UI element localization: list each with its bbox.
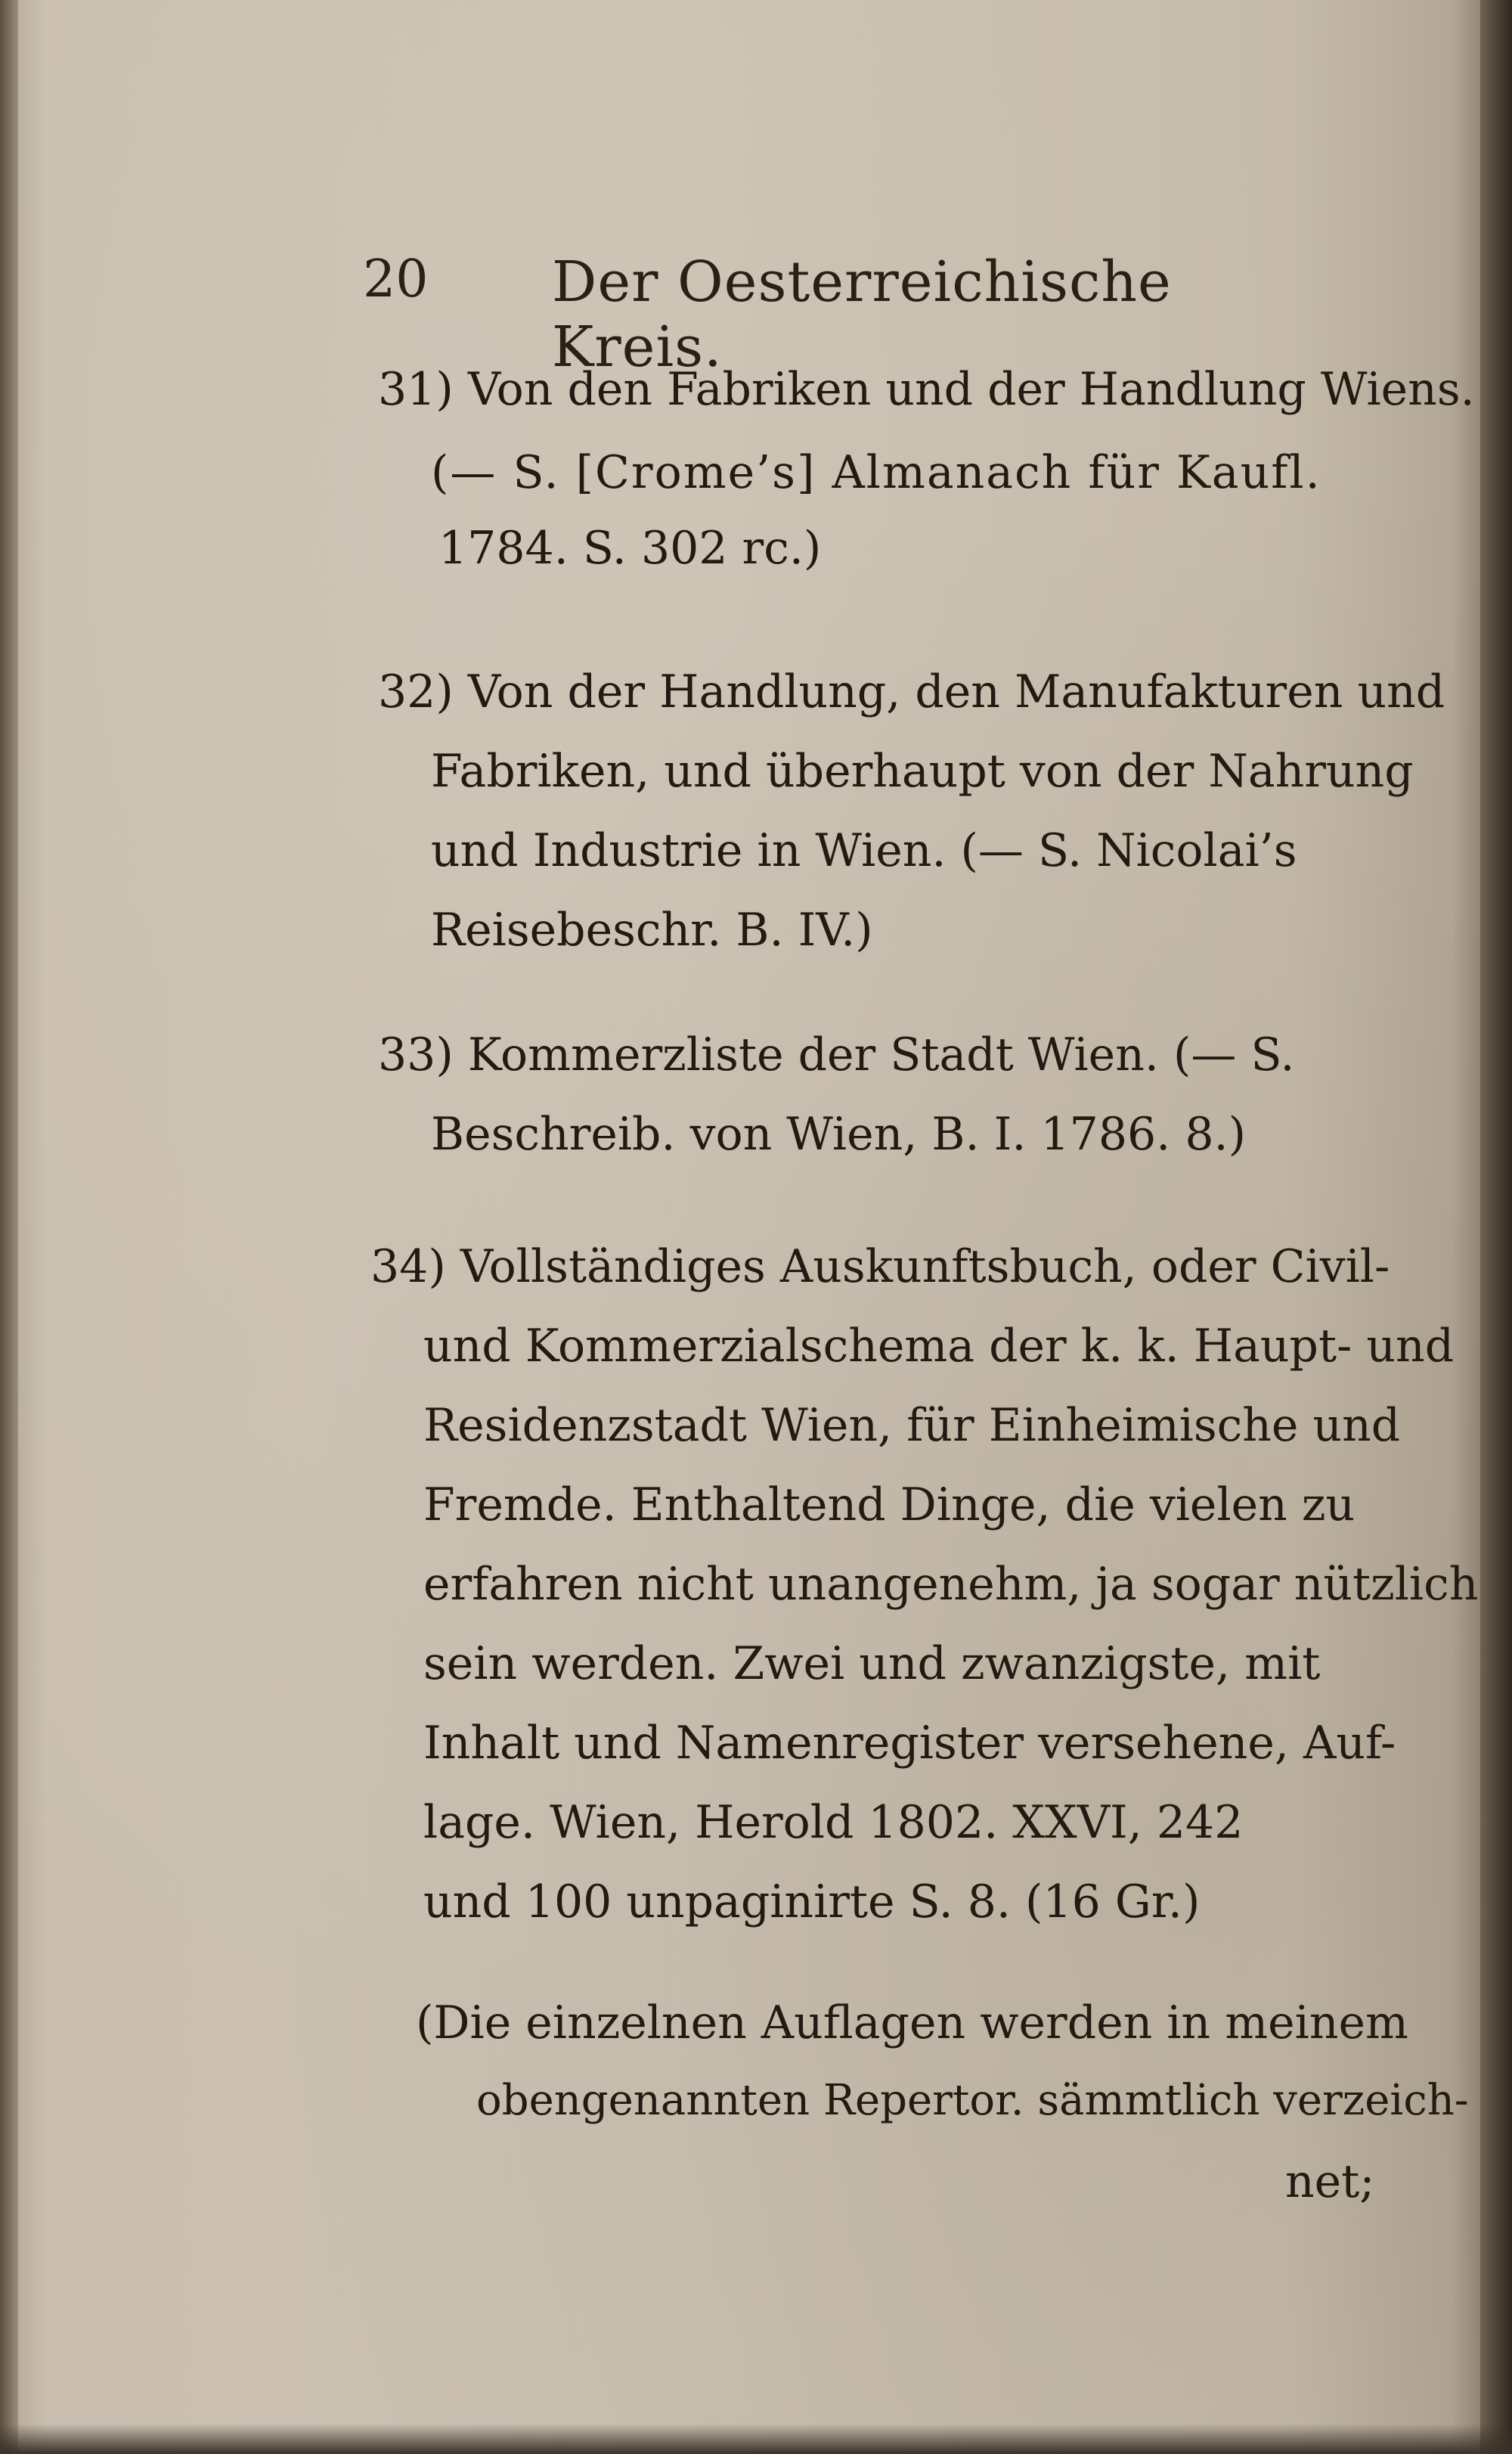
note-line-2: obengenannten Repertor. sämmtlich verzeich- — [476, 2076, 1469, 2125]
entry-32-line-2: Fabriken, und überhaupt von der Nahrung — [431, 745, 1414, 798]
entry-number: 32) — [378, 665, 454, 718]
entry-34-line-9: und 100 unpaginirte S. 8. (16 Gr.) — [423, 1875, 1201, 1928]
page-edge-right — [1480, 0, 1512, 2454]
page-number: 20 — [363, 250, 429, 309]
entry-text: Vollständiges Auskunftsbuch, oder Civil- — [460, 1240, 1390, 1293]
entry-31-line-2: (— S. [Crome’s] Almanach für Kaufl. — [431, 446, 1321, 499]
entry-34-line-1 — [370, 1240, 1390, 1293]
entry-32-line-3: und Industrie in Wien. (— S. Nicolai’s — [431, 824, 1297, 877]
running-title: Der Oesterreichische Kreis. — [552, 250, 1172, 380]
entry-31-line-1 — [378, 363, 1475, 416]
entry-34-line-7: Inhalt und Namenregister versehene, Auf- — [423, 1717, 1396, 1770]
entry-text: Von der Handlung, den Manufakturen und — [467, 665, 1445, 718]
entry-34-line-3: Residenzstadt Wien, für Einheimische und — [423, 1399, 1401, 1452]
entry-31-line-3: 1784. S. 302 rc.) — [438, 522, 822, 575]
entry-32-line-1 — [378, 665, 1445, 718]
page-edge-bottom — [0, 2424, 1512, 2454]
note-line-3: net; — [1285, 2155, 1375, 2208]
entry-number: 33) — [378, 1028, 454, 1081]
entry-34-line-6: sein werden. Zwei und zwanzigste, mit — [423, 1637, 1321, 1690]
entry-33-line-2: Beschreib. von Wien, B. I. 1786. 8.) — [431, 1108, 1246, 1161]
entry-text: Kommerzliste der Stadt Wien. (— S. — [467, 1028, 1295, 1081]
entry-34-line-4: Fremde. Enthaltend Dinge, die vielen zu — [423, 1478, 1356, 1531]
entry-number: 34) — [370, 1240, 446, 1293]
entry-34-line-2: und Kommerzialschema der k. k. Haupt- und — [423, 1320, 1455, 1373]
note-line-1: (Die einzelnen Auflagen werden in meinem — [416, 1996, 1408, 2049]
entry-34-line-8: lage. Wien, Herold 1802. XXVI, 242 — [423, 1796, 1244, 1849]
page-header — [363, 250, 1240, 380]
book-spine-shadow — [0, 0, 18, 2454]
entry-text: Von den Fabriken und der Handlung Wiens. — [467, 363, 1475, 416]
entry-32-line-4: Reisebeschr. B. IV.) — [431, 904, 873, 957]
entry-33-line-1 — [378, 1028, 1295, 1081]
entry-34-line-5: erfahren nicht unangenehm, ja sogar nützlich — [423, 1558, 1479, 1611]
entry-number: 31) — [378, 363, 454, 416]
